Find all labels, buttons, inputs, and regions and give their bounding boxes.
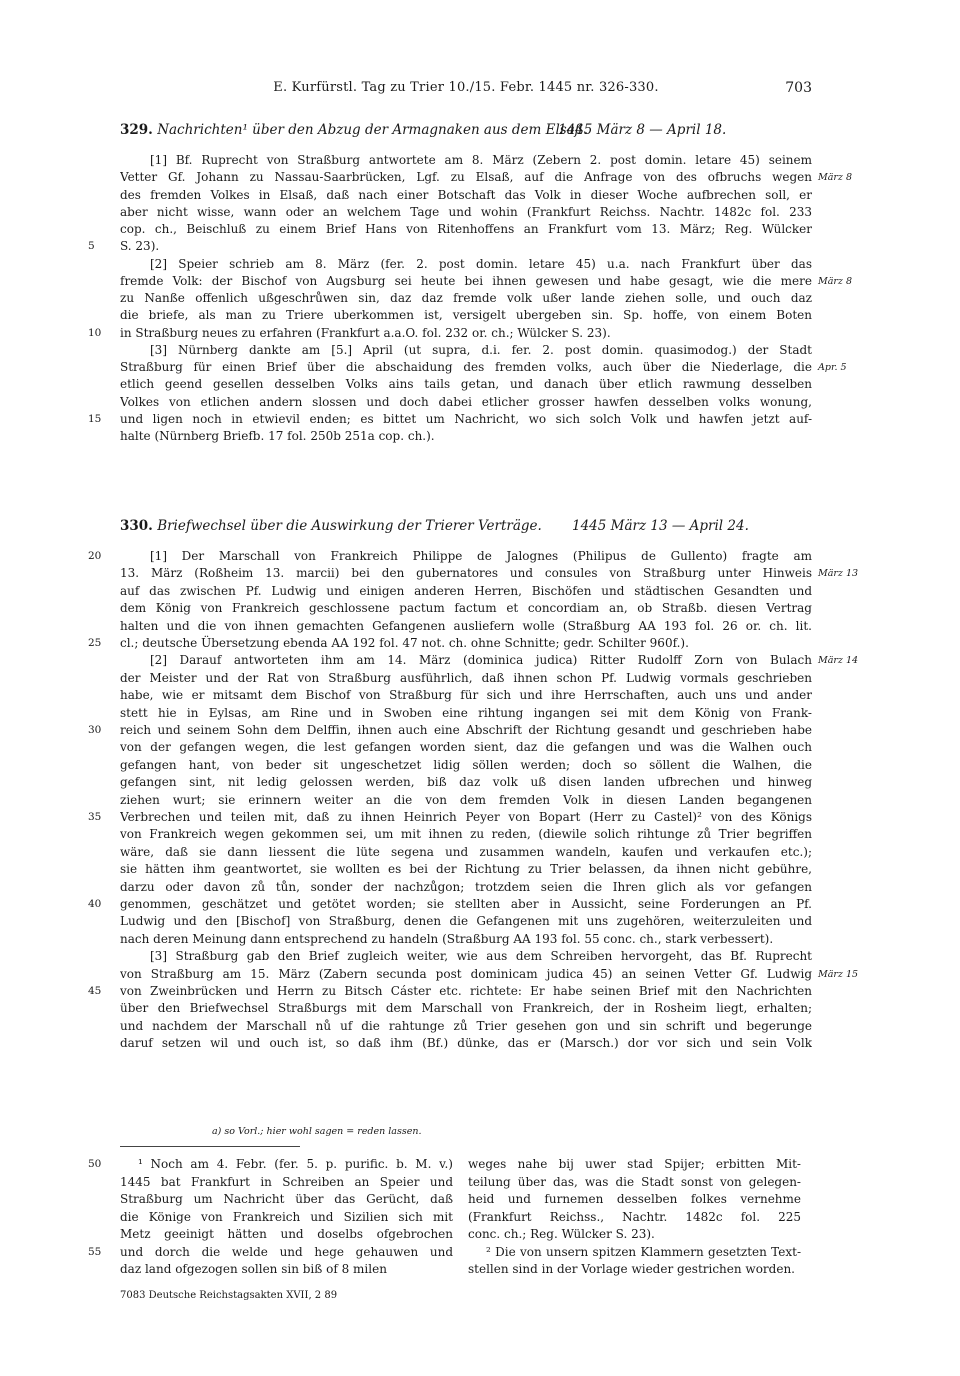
footnote-line: Metz geeinigt hätten und doselbs ofgebrochen — [120, 1227, 453, 1241]
footnote-line: 1445 bat Frankfurt in Schreiben an Speier und — [120, 1174, 453, 1189]
margin-date: März 13 — [818, 568, 859, 580]
text-line: [1] Der Marschall von Frankreich Philippe de Jalognes (Philipus de Gullento) fragte am — [150, 549, 812, 563]
footnote-line: weges nahe bij uwer stad Spijer; erbitten Mit- — [468, 1157, 801, 1171]
text-line: des fremden Volkes in Elsaß, daß nach einer Botschaft das Volk in dieser Woche aufbrechen soll, er — [120, 187, 812, 202]
line-number: 40 — [88, 898, 102, 910]
text-line: wäre, daß sie dann liessent die lüte segena und zusammen wandeln, kaufen und verkaufen etc.); — [120, 844, 812, 859]
text-line: daruf setzen wil und ouch ist, so daß ihm (Bf.) dünke, das er (Marsch.) dor vor sich und sein Volk — [120, 1036, 812, 1051]
text-line: aber nicht wisse, wann oder an welchem Tage und wohin (Frankfurt Reichss. Nachtr. 1482c fol. 233 — [120, 204, 812, 219]
text-line: zu Nanße offenlich ußgeschrůwen sin, daz daz fremde volk ußer lande ziehen solle, und ouch daz — [120, 291, 812, 305]
section-title: Briefwechsel über die Auswirkung der Trierer Verträge. — [157, 518, 542, 534]
text-line: über den Briefwechsel Straßburgs mit dem Marschall von Frankreich, der in Rosheim liegt, erhalten; — [120, 1001, 812, 1016]
margin-date: Apr. 5 — [818, 362, 847, 373]
textual-note: a) so Vorl.; hier wohl sagen = reden lassen. — [212, 1126, 422, 1137]
text-line: die briefe, als man zu Triere uberkommen ist, versigelt ubergeben sin. Sp. hoffe, von einem Boten — [120, 308, 812, 323]
footnote-line: (Frankfurt Reichss., Nachtr. 1482c fol. 225 — [468, 1209, 801, 1224]
footnote-line: und dorch die welde und hege gehauwen und — [120, 1244, 453, 1259]
line-number: 55 — [88, 1245, 102, 1258]
line-number: 50 — [88, 1158, 102, 1170]
text-line: dem König von Frankreich geschlossene pactum factum et concordiam an, ob Straßb. diesen Vertrag — [120, 601, 812, 616]
text-line: sie hätten ihm geantwortet, sie wollten es bei der Richtung zu Trier belassen, da ihnen nicht gebühre, — [120, 862, 812, 877]
text-line: und nachdem der Marschall nů uf die rahtunge zů Trier gesehen gon und sin schrift und begerunge — [120, 1018, 812, 1033]
text-line: S. 23). — [120, 239, 160, 254]
line-number: 20 — [88, 550, 102, 562]
footnote-line: ² Die von unsern spitzen Klammern gesetzten Text- — [486, 1244, 801, 1259]
section-number: 329. — [120, 122, 153, 138]
footnote-line: daz land ofgezogen sollen sin biß of 8 milen — [120, 1262, 387, 1276]
text-line: 13. März (Roßheim 13. marcii) bei den gubernatores und consules von Straßburg unter Hinweis — [120, 566, 812, 581]
text-line: cop. ch., Beischluß zu einem Brief Hans von Ritenhoffens an Frankfurt vom 13. März; Reg. Wülcker — [120, 222, 812, 236]
margin-date: März 14 — [818, 655, 859, 667]
margin-date: März 8 — [818, 275, 853, 287]
line-number: 45 — [88, 985, 102, 997]
text-line: gefangen sint, nit ledig gelossen werden, biß daz volk uß disen landen ufbrechen und hinweg — [120, 775, 812, 790]
text-line: etlich geend gesellen desselben Volks ains tails getan, und danach über etlich rawmung desselben — [120, 377, 812, 392]
footnote-line: stellen sind in der Vorlage wieder gestrichen worden. — [468, 1262, 795, 1276]
text-line: [1] Bf. Ruprecht von Straßburg antwortete am 8. März (Zebern 2. post domin. letare 45) seinem — [150, 153, 812, 167]
margin-date: März 15 — [818, 968, 859, 980]
section-dates: 1445 März 8 — April 18. — [558, 122, 727, 138]
line-number: 10 — [88, 326, 102, 339]
text-line: genommen, geschätzet und getötet worden; sie stellten aber in Aussicht, seine Forderungen an Pf. — [120, 897, 812, 911]
text-line: in Straßburg neues zu erfahren (Frankfurt a.a.O. fol. 232 or. ch.; Wülcker S. 23). — [120, 325, 611, 340]
text-line: auf das zwischen Pf. Ludwig und einigen anderen Herren, Bischöfen und städtischen Gesandten und — [120, 583, 812, 598]
text-line: [3] Straßburg gab den Brief zugleich weiter, wie aus dem Schreiben hervorgeht, das Bf. Ruprecht — [150, 949, 812, 964]
text-line: von Straßburg am 15. März (Zabern secunda post dominicam judica 45) an seinen Vetter Gf. Ludwig — [120, 966, 812, 981]
text-line: stett hie in Eylsas, am Rine und in Swoben eine rihtung ingangen sei mit dem König von Frank- — [120, 705, 812, 720]
section-dates: 1445 März 13 — April 24. — [572, 518, 749, 534]
footnotes-right-column — [468, 1156, 801, 1279]
text-line: [2] Darauf antworteten ihm am 14. März (dominica judica) Ritter Rudolff Zorn von Bulach — [150, 653, 812, 668]
text-line: Vetter Gf. Johann zu Nassau-Saarbrücken, Lgf. zu Elsaß, auf die Anfrage von des ofbruchs wegen — [120, 170, 812, 185]
section-329-heading — [120, 122, 812, 138]
footnote-line: conc. ch.; Reg. Wülcker S. 23). — [468, 1227, 655, 1241]
line-number: 15 — [88, 412, 102, 425]
line-number: 5 — [88, 240, 95, 253]
page-header — [120, 80, 812, 102]
text-line: nach deren Meinung dann entsprechend zu handeln (Straßburg AA 193 fol. 55 conc. ch., stark verbessert). — [120, 931, 774, 946]
footnote-line: Straßburg um Nachricht über das Gerücht, daß — [120, 1192, 453, 1206]
line-number: 30 — [88, 724, 102, 736]
text-line: der Meister und der Rat von Straßburg ausführlich, daß ihnen schon Pf. Ludwig vormals geschrieben — [120, 670, 812, 685]
text-line: gefangen hant, von beder sit ungeschetzet lidig söllen werden; doch so söllent die Walhen, die — [120, 757, 812, 772]
text-line: von der gefangen wegen, die lest gefangen worden sient, daz die gefangen und was die Walhen ouch — [120, 740, 812, 755]
text-line: von Zweinbrücken und Herrn zu Bitsch Cáster etc. richtete: Er habe seinen Brief mit den Nachrichten — [120, 984, 812, 998]
text-line: Ludwig und den [Bischof] von Straßburg, denen die Gefangenen mit uns zugehören, weiterzuleiten und — [120, 914, 812, 929]
text-line: von Frankreich wegen gekommen sei, um mit ihnen zu reden, (diewile solich rihtunge zů Trier begriffen — [120, 827, 812, 842]
text-line: Straßburg für einen Brief über die abschaidung des fremden volks, auch über die Niederlage, die — [120, 360, 812, 374]
text-line: [3] Nürnberg dankte am [5.] April (ut supra, d.i. fer. 2. post domin. quasimodog.) der Stadt — [150, 342, 812, 357]
text-line: reich und seinem Sohn dem Delffin, ihnen auch eine Abschrift der Richtung gesandt und geschrieben habe — [120, 723, 812, 737]
text-line: habe, wie er mitsamt dem Bischof von Straßburg für sich und ihre Herrschaften, auch uns und ander — [120, 688, 812, 703]
text-line: cl.; deutsche Übersetzung ebenda AA 192 fol. 47 not. ch. ohne Schnitte; gedr. Schilter 960f.). — [120, 636, 689, 650]
text-line: fremde Volk: der Bischof von Augsburg sei heute bei ihnen gewesen und habe gesagt, wie die mere — [120, 273, 812, 288]
line-number: 35 — [88, 811, 102, 823]
text-line: ziehen wurt; sie erinnern weiter an die von dem fremden Volk in diesen Landen begangenen — [120, 792, 812, 807]
footnotes-left-column — [120, 1156, 453, 1279]
text-line: Volkes von etlichen andern slossen und doch dabei etlicher grosser hawfen desselben volks wonung, — [120, 394, 812, 409]
text-line: halten und die von ihnen gemachten Gefangenen ausliefern wolle (Straßburg AA 193 fol. 26 or. ch. lit. — [120, 618, 812, 633]
text-line: halte (Nürnberg Briefb. 17 fol. 250b 251a cop. ch.). — [120, 429, 435, 443]
line-number: 25 — [88, 637, 102, 649]
section-title: Nachrichten¹ über den Abzug der Armagnaken aus dem Elsaß. — [157, 122, 589, 138]
footnote-line: die Könige von Frankreich und Sizilien sich mit — [120, 1209, 453, 1224]
text-line: [2] Speier schrieb am 8. März (fer. 2. post domin. letare 45) u.a. nach Frankfurt über das — [150, 256, 812, 271]
text-line: und ligen noch in etwievil enden; es bittet um Nachricht, wo sich solch Volk und hawfen jetzt auf- — [120, 411, 812, 426]
running-head: E. Kurfürstl. Tag zu Trier 10./15. Febr. 1445 nr. 326-330. — [273, 80, 659, 95]
text-line: Verbrechen und teilen mit, daß zu ihnen Heinrich Peyer von Bopart (Herr zu Castel)² von des Königs — [120, 810, 812, 824]
section-330-heading — [120, 518, 812, 534]
footnote-line: ¹ Noch am 4. Febr. (fer. 5. p. purific. b. M. v.) — [138, 1157, 453, 1171]
footnote-line: teilung über das, was die Stadt sonst von gelegen- — [468, 1174, 801, 1189]
page-number: 703 — [785, 80, 812, 96]
text-line: darzu oder davon zů tůn, sonder der nachzůgon; trotzdem seien die Ihren glich als vor gefangen — [120, 879, 812, 894]
footnote-rule — [120, 1146, 300, 1147]
footnote-line: heid und furnemen desselben folkes vernehme — [468, 1192, 801, 1206]
margin-date: März 8 — [818, 172, 853, 184]
section-number: 330. — [120, 518, 153, 534]
printer-signature: 7083 Deutsche Reichstagsakten XVII, 2 89 — [120, 1290, 338, 1301]
